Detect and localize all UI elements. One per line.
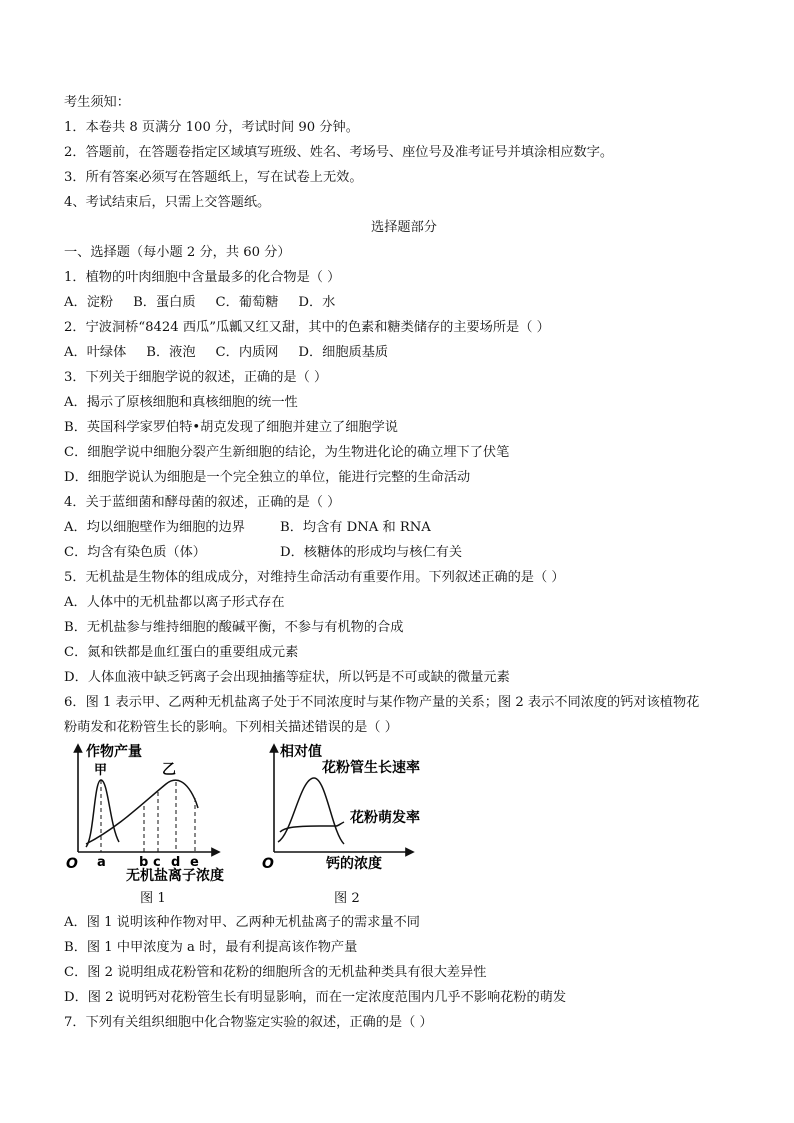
fig1-origin: O — [66, 856, 78, 872]
notice-title: 考生须知： — [64, 95, 130, 110]
q2-option-d: D．细胞质基质 — [298, 345, 389, 360]
fig1-ylabel: 作物产量 — [86, 744, 142, 760]
q1-option-b: B．蛋白质 — [133, 295, 196, 310]
figure-2 — [260, 742, 440, 882]
fig1-curve-yi — [86, 780, 198, 844]
q4-stem: 4．关于蓝细菌和酵母菌的叙述，正确的是（ ） — [64, 495, 341, 510]
figure-2-caption: 图 2 — [334, 891, 360, 906]
q1-option-d: D．水 — [298, 295, 336, 310]
q4-option-a: A．均以细胞壁作为细胞的边界 — [64, 520, 245, 535]
fig1-curve-jia — [86, 780, 119, 847]
q7-stem: 7．下列有关组织细胞中化合物鉴定实验的叙述，正确的是（ ） — [64, 1015, 433, 1030]
q1-option-a: A．淀粉 — [64, 295, 114, 310]
q5-option-a: A．人体中的无机盐都以离子形式存在 — [64, 595, 285, 610]
q6-option-b: B．图 1 中甲浓度为 a 时，最有利提高该作物产量 — [64, 940, 358, 955]
fig2-ylabel: 相对值 — [280, 744, 322, 760]
q3-stem: 3．下列关于细胞学说的叙述，正确的是（ ） — [64, 370, 328, 385]
q4-option-b: B．均含有 DNA 和 RNA — [280, 520, 431, 535]
q6-stem-line2: 粉萌发和花粉管生长的影响。下列相关描述错误的是（ ） — [64, 720, 398, 735]
q5-option-d: D．人体血液中缺乏钙离子会出现抽搐等症状，所以钙是不可或缺的微量元素 — [64, 670, 510, 685]
fig1-xlabel: 无机盐离子浓度 — [126, 868, 224, 882]
fig2-label-tube-growth: 花粉管生长速率 — [322, 760, 420, 776]
figure-1 — [64, 742, 244, 882]
section-title: 选择题部分 — [371, 220, 437, 235]
exam-page — [64, 90, 744, 1035]
fig1-label-yi: 乙 — [162, 762, 176, 778]
q2-options — [64, 340, 744, 365]
q2-stem: 2．宁波洞桥“8424 西瓜”瓜瓤又红又甜，其中的色素和糖类储存的主要场所是（ ） — [64, 320, 550, 335]
q6-stem-line1: 6．图 1 表示甲、乙两种无机盐离子处于不同浓度时与某作物产量的关系；图 2 表示不同浓度的钙对该植物花 — [64, 695, 700, 710]
q2-option-b: B．液泡 — [146, 345, 196, 360]
fig1-tick-a: a — [97, 855, 106, 870]
q3-option-b: B．英国科学家罗伯特•胡克发现了细胞并建立了细胞学说 — [64, 420, 398, 435]
q4-options-row2 — [64, 540, 744, 565]
fig2-origin: O — [262, 856, 274, 872]
q5-option-c: C．氮和铁都是血红蛋白的重要组成元素 — [64, 645, 299, 660]
q3-option-a: A．揭示了原核细胞和真核细胞的统一性 — [64, 395, 298, 410]
q2-option-a: A．叶绿体 — [64, 345, 127, 360]
q5-stem: 5．无机盐是生物体的组成成分，对维持生命活动有重要作用。下列叙述正确的是（ ） — [64, 570, 565, 585]
notice-item-3: 3．所有答案必须写在答题纸上，写在试卷上无效。 — [64, 170, 363, 185]
notice-item-4: 4、考试结束后，只需上交答题纸。 — [64, 195, 271, 210]
fig1-tick-b: b — [139, 855, 149, 870]
part-title: 一、选择题（每小题 2 分，共 60 分） — [64, 245, 291, 260]
q4-option-d: D．核糖体的形成均与核仁有关 — [280, 545, 463, 560]
q6-option-c: C．图 2 说明组成花粉管和花粉的细胞所含的无机盐种类具有很大差异性 — [64, 965, 487, 980]
fig2-xlabel: 钙的浓度 — [326, 856, 382, 872]
fig1-tick-e: e — [190, 855, 199, 870]
q6-figures — [64, 742, 744, 910]
q6-option-a: A．图 1 说明该种作物对甲、乙两种无机盐离子的需求量不同 — [64, 915, 420, 930]
q1-stem: 1．植物的叶肉细胞中含量最多的化合物是（ ） — [64, 270, 341, 285]
figure-1-caption: 图 1 — [140, 891, 166, 906]
fig1-tick-d: d — [171, 855, 181, 870]
fig1-tick-c: c — [153, 855, 161, 870]
q3-option-c: C．细胞学说中细胞分裂产生新细胞的结论，为生物进化论的确立埋下了伏笔 — [64, 445, 510, 460]
q6-option-d: D．图 2 说明钙对花粉管生长有明显影响，而在一定浓度范围内几乎不影响花粉的萌发 — [64, 990, 567, 1005]
notice-item-1: 1．本卷共 8 页满分 100 分，考试时间 90 分钟。 — [64, 120, 359, 135]
fig2-curve-tube-growth — [278, 778, 344, 844]
q3-option-d: D．细胞学说认为细胞是一个完全独立的单位，能进行完整的生命活动 — [64, 470, 471, 485]
q4-option-c: C．均含有染色质（体） — [64, 545, 206, 560]
q5-option-b: B．无机盐参与维持细胞的酸碱平衡，不参与有机物的合成 — [64, 620, 404, 635]
fig2-label-germination: 花粉萌发率 — [350, 810, 420, 826]
notice-item-2: 2．答题前，在答题卷指定区域填写班级、姓名、考场号、座位号及准考证号并填涂相应数字。 — [64, 145, 614, 160]
q4-options-row1 — [64, 515, 744, 540]
q1-option-c: C．葡萄糖 — [215, 295, 279, 310]
fig1-label-jia: 甲 — [94, 763, 108, 778]
q1-options — [64, 290, 744, 315]
q2-option-c: C．内质网 — [215, 345, 279, 360]
